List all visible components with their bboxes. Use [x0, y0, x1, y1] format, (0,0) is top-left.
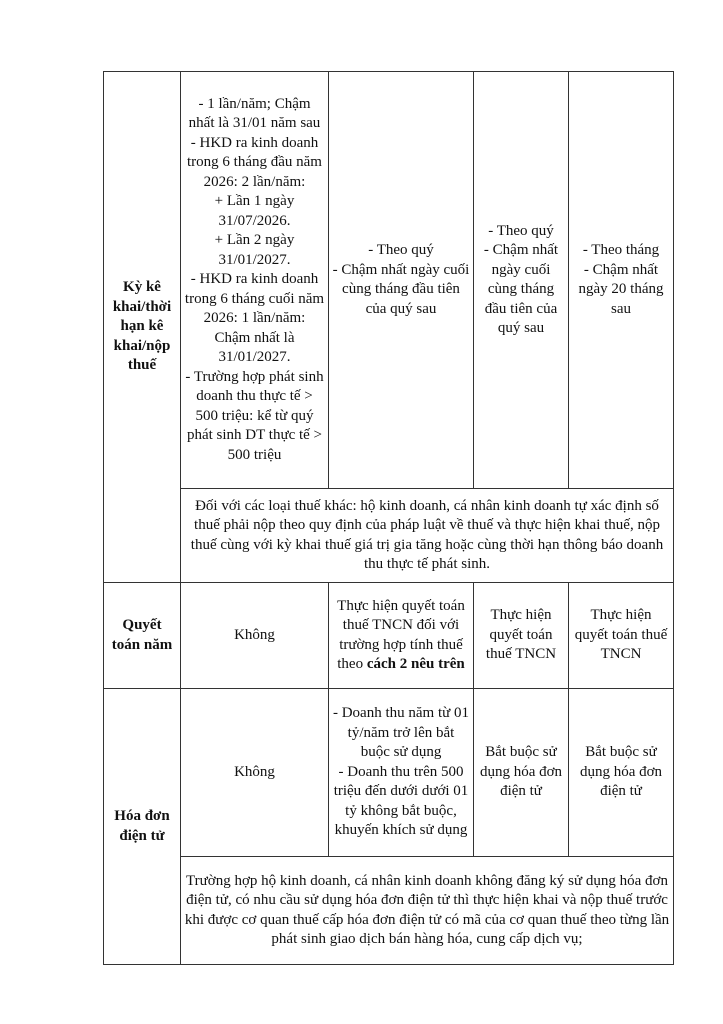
cell-ky-ke-khai-col3 [474, 72, 569, 489]
tax-comparison-table [103, 71, 674, 965]
bold-text: cách 2 nêu trên [366, 656, 465, 672]
cell-ky-ke-khai-col1 [181, 72, 329, 489]
table-row [104, 857, 674, 965]
text-line: - Doanh thu trên 500 triệu đến dưới dưới 01 tỷ không bắt buộc, khuyến khích sử dụng [333, 763, 469, 839]
text-line: - Chậm nhất ngày cuối cùng tháng đầu tiên của quý sau [483, 242, 559, 336]
text-line: - Chậm nhất ngày cuối cùng tháng đầu tiên của quý sau [332, 261, 470, 317]
cell-quyet-toan-col4: Thực hiện quyết toán thuế TNCN [569, 583, 674, 689]
text-line: + Lần 2 ngày 31/01/2027. [214, 232, 295, 268]
cell-ky-ke-khai-col2 [329, 72, 474, 489]
table-row [104, 689, 674, 857]
table-row [104, 583, 674, 689]
table-row [104, 72, 674, 489]
cell-hoa-don-col3: Bắt buộc sử dụng hóa đơn điện tử [474, 689, 569, 857]
text-line: - HKD ra kinh doanh trong 6 tháng đầu năm 2026: 2 lần/năm: [187, 134, 322, 190]
text-line: - Theo quý [368, 242, 434, 258]
cell-quyet-toan-col2 [329, 583, 474, 689]
text-line: - 1 lần/năm; Chậm nhất là 31/01 năm sau [188, 95, 321, 132]
text-line: - Theo tháng [582, 242, 660, 258]
text-line: - Theo quý [488, 222, 554, 239]
row-header-ky-ke-khai: Kỳ kê khai/thời hạn kê khai/nộp thuế [104, 72, 181, 583]
cell-hoa-don-col4: Bắt buộc sử dụng hóa đơn điện tử [569, 689, 674, 857]
text-line: + Lần 1 ngày 31/07/2026. [214, 193, 295, 229]
text-line: - Chậm nhất ngày 20 tháng sau [578, 261, 664, 317]
cell-quyet-toan-col3: Thực hiện quyết toán thuế TNCN [474, 583, 569, 689]
cell-hoa-don-col2 [329, 689, 474, 857]
row-header-quyet-toan: Quyết toán năm [104, 583, 181, 689]
cell-ky-ke-khai-col4 [569, 72, 674, 489]
text-line: - HKD ra kinh doanh trong 6 tháng cuối năm 2026: 1 lần/năm: Chậm nhất là 31/01/2027. [184, 271, 325, 366]
note-ky-ke-khai: Đối với các loại thuế khác: hộ kinh doanh, cá nhân kinh doanh tự xác định số thuế phải nộp theo quy định của pháp luật về thuế và thực hiện khai thuế, nộp thuế cùng với kỳ khai thuế giá trị gia tăng hoặc cùng thời hạn thông báo doanh thu thực tế phát sinh. [181, 489, 674, 583]
text-line: - Doanh thu năm từ 01 tỷ/năm trở lên bắt buộc sử dụng [332, 705, 470, 761]
row-header-hoa-don: Hóa đơn điện tử [104, 689, 181, 965]
table-row [104, 489, 674, 583]
text-line: - Trường hợp phát sinh doanh thu thực tế > 500 triệu: kể từ quý phát sinh DT thực tế > 500 triệu [185, 368, 324, 463]
cell-text: Thực hiện quyết toán thuế TNCN đối với trường hợp tính thuế theo [337, 597, 465, 672]
note-hoa-don: Trường hợp hộ kinh doanh, cá nhân kinh doanh không đăng ký sử dụng hóa đơn điện tử, có nhu cầu sử dụng hóa đơn điện tử thì thực hiện khai và nộp thuế trước khi được cơ quan thuế cấp hóa đơn điện tử có mã của cơ quan thuế theo từng lần phát sinh giao dịch bán hàng hóa, cung cấp dịch vụ; [181, 857, 674, 965]
cell-quyet-toan-col1: Không [181, 583, 329, 689]
cell-hoa-don-col1: Không [181, 689, 329, 857]
